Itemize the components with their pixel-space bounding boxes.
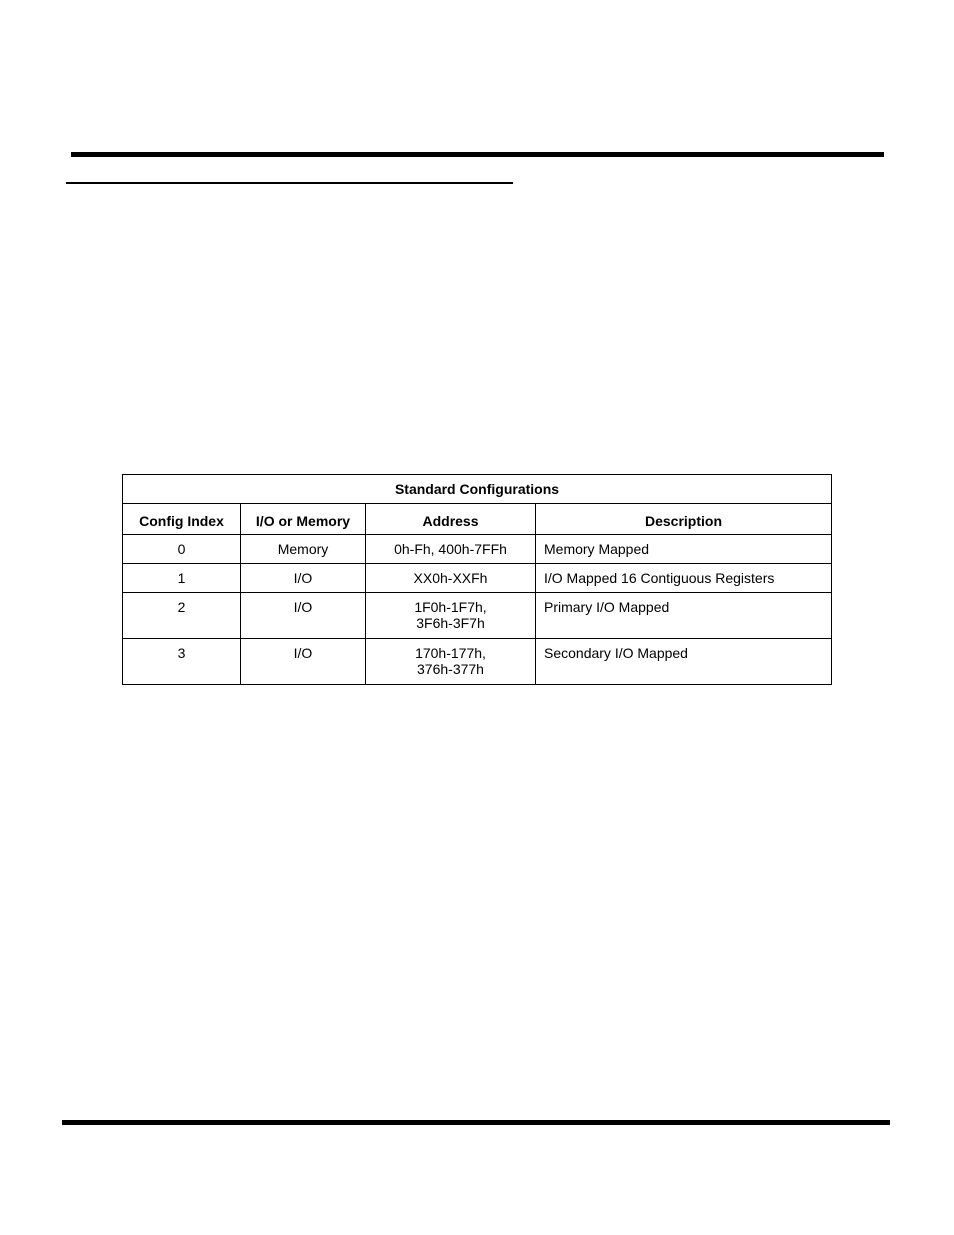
cell-description: Memory Mapped — [536, 535, 832, 564]
address-line: 170h-177h, — [415, 645, 486, 661]
table-row — [123, 564, 832, 593]
cell-address — [366, 639, 536, 685]
address-line: 1F0h-1F7h, — [414, 599, 487, 615]
cell-config-index: 2 — [123, 593, 241, 639]
cell-io-or-memory: I/O — [241, 593, 366, 639]
cell-description: Primary I/O Mapped — [536, 593, 832, 639]
cell-address — [366, 535, 536, 564]
section-heading-underline — [66, 182, 513, 184]
cell-config-index: 3 — [123, 639, 241, 685]
cell-description: Secondary I/O Mapped — [536, 639, 832, 685]
header-rule-thick — [71, 152, 884, 157]
cell-config-index: 1 — [123, 564, 241, 593]
footer-rule-thick — [62, 1120, 890, 1125]
cell-config-index: 0 — [123, 535, 241, 564]
cell-io-or-memory: Memory — [241, 535, 366, 564]
header-address: Address — [366, 504, 536, 535]
cell-address — [366, 593, 536, 639]
table-row — [123, 535, 832, 564]
header-config-index: Config Index — [123, 504, 241, 535]
cell-address — [366, 564, 536, 593]
address-line: XX0h-XXFh — [413, 570, 488, 586]
table-row — [123, 593, 832, 639]
address-line: 0h-Fh, 400h-7FFh — [394, 541, 507, 557]
table-row — [123, 639, 832, 685]
cell-io-or-memory: I/O — [241, 564, 366, 593]
cell-description: I/O Mapped 16 Contiguous Registers — [536, 564, 832, 593]
standard-configurations-table — [122, 474, 832, 685]
header-io-or-memory: I/O or Memory — [241, 504, 366, 535]
table-title: Standard Configurations — [123, 475, 832, 504]
address-line: 3F6h-3F7h — [416, 615, 485, 631]
address-line: 376h-377h — [417, 661, 484, 677]
cell-io-or-memory: I/O — [241, 639, 366, 685]
header-description: Description — [536, 504, 832, 535]
